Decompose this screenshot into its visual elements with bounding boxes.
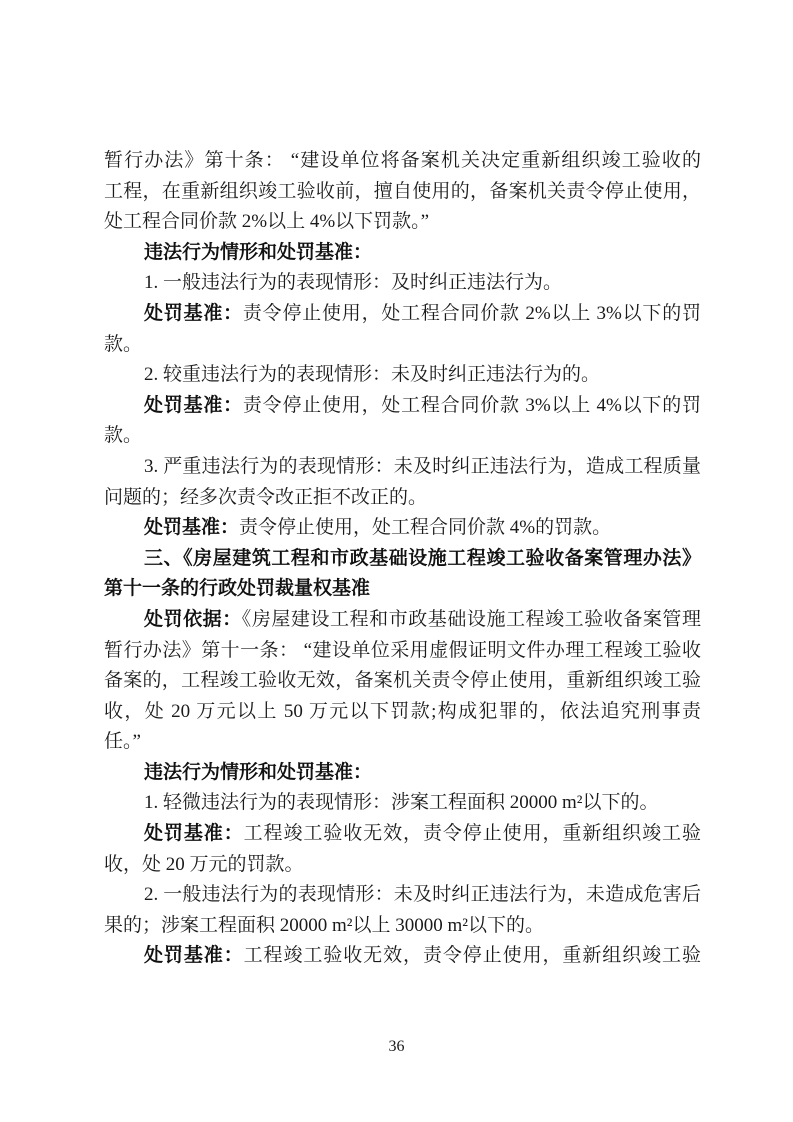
text-line xyxy=(104,605,701,636)
text-line xyxy=(104,238,701,269)
text-line xyxy=(104,177,701,208)
text-line xyxy=(104,268,701,299)
text-run: 责令停止使用，处工程合同价款 4%的罚款。 xyxy=(239,517,612,539)
text-line xyxy=(104,788,701,819)
text-run: 暂行办法》第十条： “建设单位将备案机关决定重新组织竣工验收的 xyxy=(104,150,701,171)
text-line xyxy=(104,697,701,728)
bold-text-run: 第十一条的行政处罚裁量权基准 xyxy=(104,578,371,600)
text-line xyxy=(104,299,701,330)
bold-text-run: 处罚依据： xyxy=(144,608,242,630)
text-line xyxy=(104,391,701,422)
text-run: 2. 较重违法行为的表现情形：未及时纠正违法行为的。 xyxy=(144,364,601,386)
text-run: 处工程合同价款 2%以上 4%以下罚款。” xyxy=(104,211,430,233)
text-run: 收，处 20 万元以上 50 万元以下罚款;构成犯罪的，依法追究刑事责 xyxy=(104,700,701,722)
text-run: 《房屋建设工程和市政基础设施工程竣工验收备案管理 xyxy=(241,608,701,630)
page-number: 36 xyxy=(388,1038,405,1055)
text-run: 1. 轻微违法行为的表现情形：涉案工程面积 20000 m²以下的。 xyxy=(144,792,659,814)
text-line xyxy=(104,911,701,942)
text-run: 果的；涉案工程面积 20000 m²以上 30000 m²以下的。 xyxy=(104,914,544,936)
text-line xyxy=(104,574,701,605)
text-run: 任。” xyxy=(104,731,141,753)
text-line xyxy=(104,941,701,972)
bold-text-run: 处罚基准： xyxy=(144,302,243,324)
text-line xyxy=(104,513,701,544)
document-body xyxy=(104,146,701,972)
bold-text-run: 违法行为情形和处罚基准： xyxy=(144,761,373,783)
text-line xyxy=(104,452,701,483)
text-line xyxy=(104,421,701,452)
text-line xyxy=(104,880,701,911)
text-line xyxy=(104,666,701,697)
text-run: 工程竣工验收无效，责令停止使用，重新组织竣工验 xyxy=(243,823,701,845)
page-footer xyxy=(0,1036,793,1058)
bold-text-run: 违法行为情形和处罚基准： xyxy=(144,241,373,263)
text-line xyxy=(104,544,701,575)
bold-text-run: 处罚基准： xyxy=(144,945,244,967)
text-line xyxy=(104,207,701,238)
text-line xyxy=(104,727,701,758)
text-run: 款。 xyxy=(104,425,143,447)
text-run: 收，处 20 万元的罚款。 xyxy=(104,853,304,875)
text-run: 工程竣工验收无效，责令停止使用，重新组织竣工验 xyxy=(243,945,701,967)
text-run: 备案的，工程竣工验收无效，备案机关责令停止使用，重新组织竣工验 xyxy=(104,670,701,692)
bold-text-run: 处罚基准： xyxy=(144,823,244,845)
bold-text-run: 处罚基准： xyxy=(144,517,240,539)
text-line xyxy=(104,819,701,850)
text-line xyxy=(104,850,701,881)
text-line xyxy=(104,360,701,391)
text-line xyxy=(104,330,701,361)
text-run: 责令停止使用，处工程合同价款 3%以上 4%以下的罚 xyxy=(242,394,701,416)
text-run: 2. 一般违法行为的表现情形：未及时纠正违法行为，未造成危害后 xyxy=(144,884,701,906)
text-line xyxy=(104,758,701,789)
text-line xyxy=(104,146,701,177)
bold-text-run: 三、《房屋建筑工程和市政基础设施工程竣工验收备案管理办法》 xyxy=(144,547,701,569)
text-line xyxy=(104,636,701,667)
text-run: 责令停止使用，处工程合同价款 2%以上 3%以下的罚 xyxy=(242,302,701,324)
text-run: 暂行办法》第十一条： “建设单位采用虚假证明文件办理工程竣工验收 xyxy=(104,639,701,661)
text-line xyxy=(104,483,701,514)
text-run: 款。 xyxy=(104,333,143,355)
text-run: 3. 严重违法行为的表现情形：未及时纠正违法行为，造成工程质量 xyxy=(144,455,701,477)
text-run: 问题的；经多次责令改正拒不改正的。 xyxy=(104,486,428,508)
text-run: 工程，在重新组织竣工验收前，擅自使用的，备案机关责令停止使用， xyxy=(104,180,701,202)
text-run: 1. 一般违法行为的表现情形：及时纠正违法行为。 xyxy=(144,272,563,294)
bold-text-run: 处罚基准： xyxy=(144,394,243,416)
